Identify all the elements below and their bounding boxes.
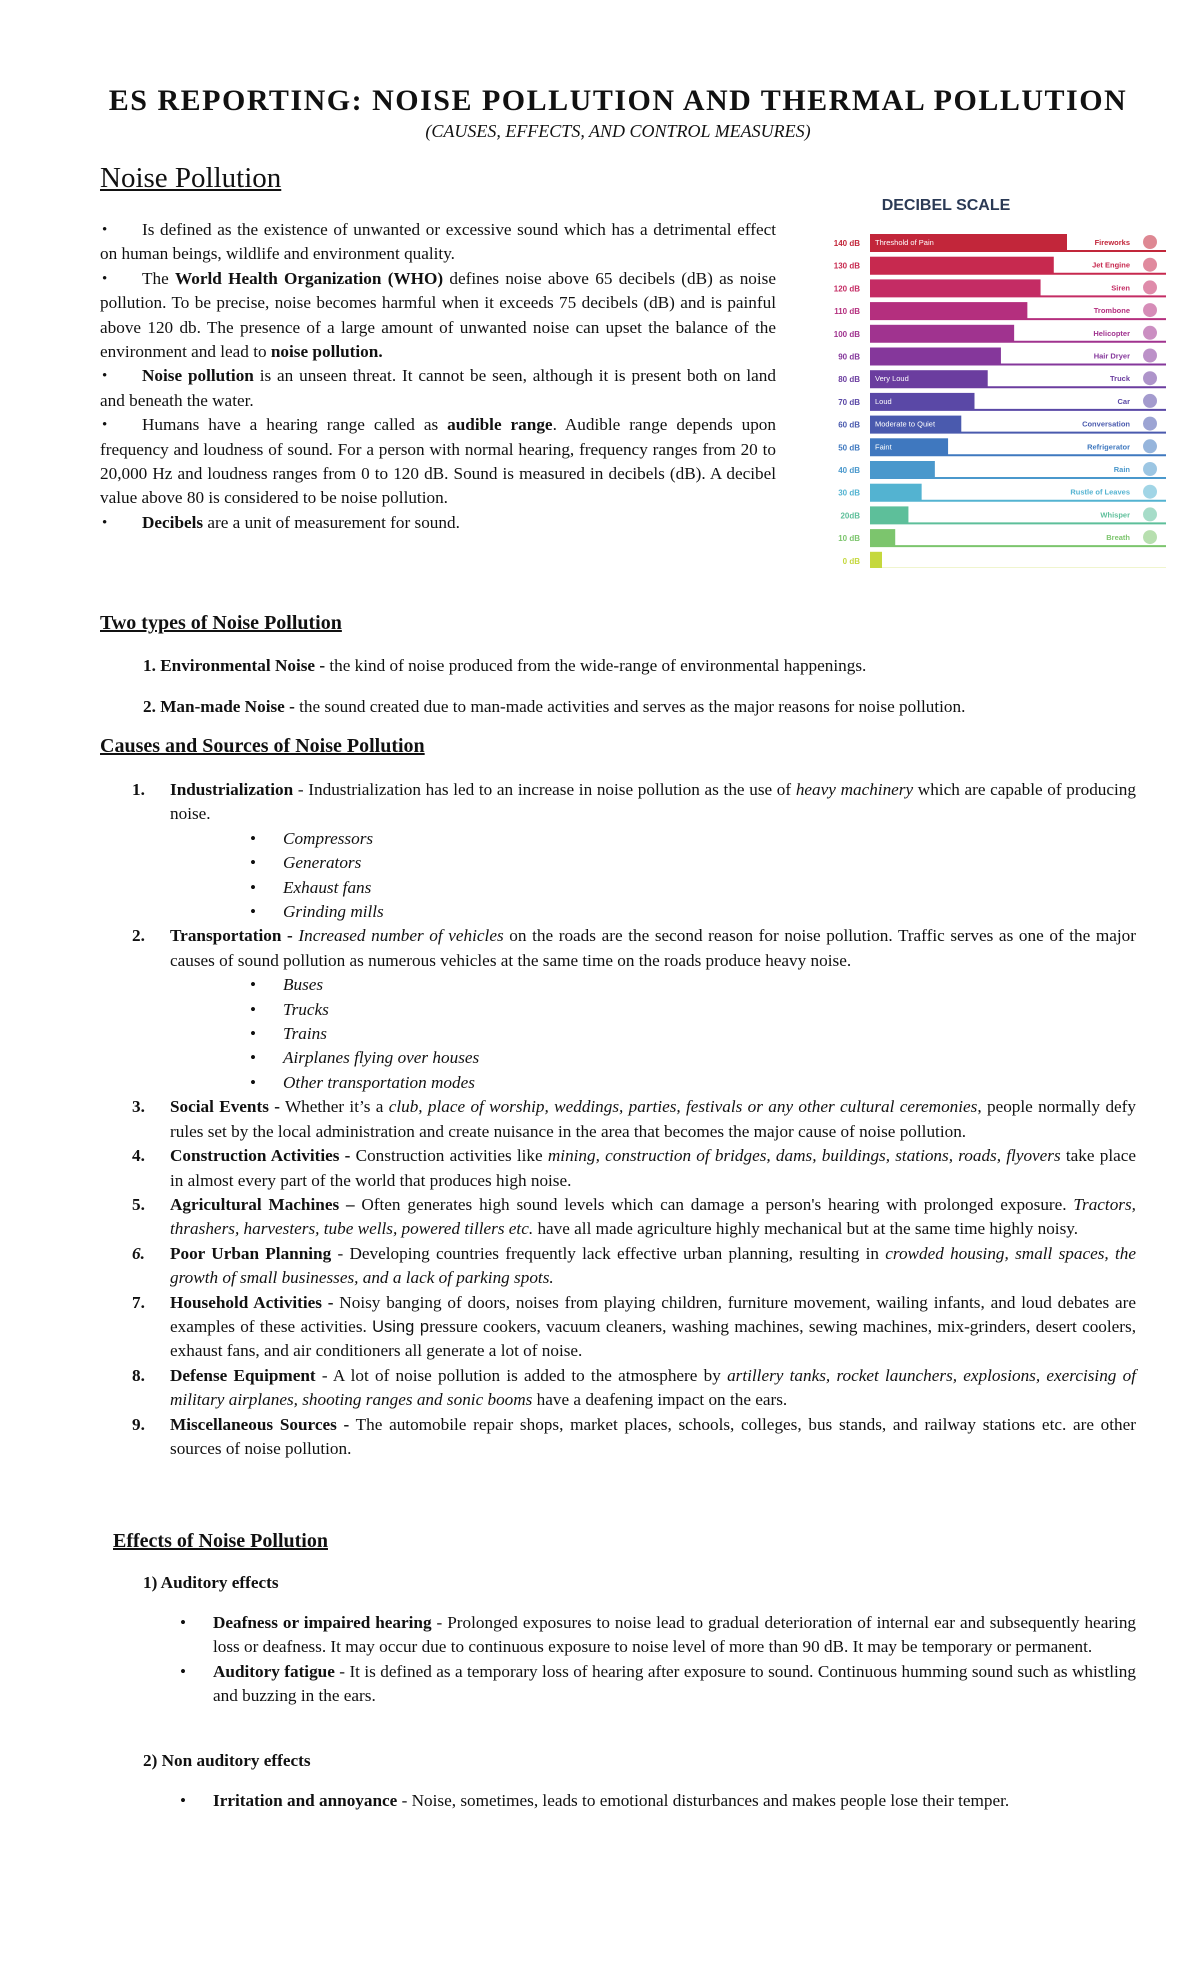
- intro-bullet-list: [100, 218, 776, 535]
- example-item: • Exhaust fans: [100, 876, 1136, 900]
- source-icon: [1143, 530, 1157, 544]
- source-label: Truck: [1109, 374, 1130, 384]
- bar: [870, 461, 935, 478]
- tick-label: 120 dB: [833, 284, 860, 294]
- bar: [870, 325, 1014, 342]
- bar: [870, 552, 882, 568]
- source-icon: [1143, 371, 1157, 385]
- cause-item: 7. Household Activities - Noisy banging of doors, noises from playing children, furniture movement, wailing infants, and loud debates are examples of these activities. Using pressure cookers, vacuum cleaners, washing machines, sewing machines, mix-grinders, desert coolers, exhaust fans, and air conditioners all generate a lot of noise.: [132, 1292, 1136, 1361]
- bar: [870, 257, 1054, 274]
- intro-b1: Is defined as the existence of unwanted or excessive sound which has a detrimental effect on human beings, wildlife and environment quality.: [100, 220, 776, 264]
- cause-item: 1. Industrialization - Industrialization has led to an increase in noise pollution as the use of heavy machinery which are capable of producing noise. • Compressors • Generators • Exhaust fans • Grinding mills: [100, 778, 1136, 924]
- list-item: • Auditory fatigue - It is defined as a temporary loss of hearing after exposure to sound. Continuous humming sound such as whistling and buzzing in the ears.: [180, 1661, 1136, 1706]
- types-heading: Two types of Noise Pollution: [100, 612, 342, 634]
- tick-label: 140 dB: [833, 239, 860, 248]
- source-icon: [1143, 394, 1157, 408]
- example-item: • Airplanes flying over houses: [100, 1046, 1136, 1070]
- chart-title: DECIBEL SCALE: [881, 197, 1011, 214]
- source-icon: [1143, 349, 1157, 363]
- source-label: Rustle of Leaves: [1070, 487, 1130, 497]
- tick-label: 70 dB: [838, 397, 860, 407]
- source-icon: [1143, 417, 1157, 431]
- source-icon: [1143, 235, 1157, 249]
- example-item: • Compressors: [100, 827, 1136, 851]
- list-item: • Irritation and annoyance - Noise, sometimes, leads to emotional disturbances and makes people lose their temper.: [180, 1791, 1010, 1810]
- cause-1-examples: [170, 827, 1136, 925]
- bar: [870, 302, 1027, 319]
- example-item: • Other transportation modes: [100, 1071, 1136, 1095]
- tick-label: 90 dB: [838, 352, 860, 362]
- source-label: Trombone: [1093, 306, 1130, 316]
- example-item: • Buses: [100, 973, 1136, 997]
- source-label: Refrigerator: [1087, 442, 1130, 452]
- source-label: Breath: [1106, 533, 1130, 543]
- bar: [870, 529, 895, 546]
- tick-label: 30 dB: [838, 488, 860, 498]
- source-icon: [1143, 439, 1157, 453]
- tick-label: 110 dB: [834, 307, 860, 317]
- source-icon: [1143, 303, 1157, 317]
- auditory-heading: 1) Auditory effects: [143, 1573, 279, 1592]
- source-label: Conversation: [1082, 419, 1130, 429]
- bar-label: Faint: [875, 442, 892, 452]
- source-label: Jet Engine: [1092, 260, 1130, 270]
- causes-list: [100, 778, 1136, 1461]
- bar: [870, 506, 908, 523]
- source-icon: [1143, 326, 1157, 340]
- bar: [870, 279, 1041, 296]
- tick-label: 0 dB: [842, 556, 860, 566]
- list-item: • Deafness or impaired hearing - Prolonged exposures to noise lead to gradual deterioration of internal ear and subsequently hearing loss or deafness. It may occur due to continuous exposure to noise level of more than 90 dB. It may be temporary or permanent.: [180, 1613, 1137, 1657]
- tick-label: 20dB: [840, 511, 860, 521]
- document-subtitle: (CAUSES, EFFECTS, AND CONTROL MEASURES): [425, 121, 811, 141]
- source-label: Helicopter: [1093, 328, 1130, 338]
- source-label: Whisper: [1100, 510, 1130, 520]
- tick-label: 60 dB: [838, 420, 860, 430]
- cause-item: 5. Agricultural Machines – Often generates high sound levels which can damage a person's hearing with prolonged exposure. Tractors, thrashers, harvesters, tube wells, powered tillers etc. have all made agriculture highly mechanical but at the same time highly noisy.: [132, 1194, 1136, 1239]
- source-icon: [1143, 462, 1157, 476]
- source-label: Hair Dryer: [1093, 351, 1130, 361]
- cause-2-examples: [170, 973, 1136, 1095]
- non-auditory-effects-list: [100, 1789, 1136, 1813]
- causes-heading: Causes and Sources of Noise Pollution: [100, 735, 425, 757]
- bar: [870, 484, 922, 501]
- noise-pollution-heading: Noise Pollution: [100, 162, 282, 194]
- tick-label: 50 dB: [838, 443, 860, 453]
- decibel-scale-chart: [816, 188, 1166, 568]
- source-label: Car: [1117, 396, 1130, 406]
- source-icon: [1143, 258, 1157, 272]
- list-item: • Noise pollution is an unseen threat. It cannot be seen, although it is present both on land and beneath the water.: [100, 366, 776, 410]
- auditory-effects-list: [100, 1611, 1136, 1709]
- source-label: Fireworks: [1094, 238, 1130, 247]
- bar-label: Very Loud: [875, 374, 909, 384]
- cause-item: 8. Defense Equipment - A lot of noise pollution is added to the atmosphere by artillery tanks, rocket launchers, explosions, exercising of military airplanes, shooting ranges and sonic booms have a deafening impact on the ears.: [132, 1365, 1136, 1410]
- source-icon: [1143, 280, 1157, 294]
- tick-label: 40 dB: [838, 466, 860, 475]
- example-item: • Trains: [100, 1022, 1136, 1046]
- cause-item: 6. Poor Urban Planning - Developing countries frequently lack effective urban planning, resulting in crowded housing, small spaces, the growth of small businesses, and a lack of parking spots.: [132, 1243, 1136, 1288]
- example-item: • Grinding mills: [100, 900, 1136, 924]
- example-item: • Generators: [100, 851, 1136, 875]
- type-2: 2. Man-made Noise - the sound created due to man-made activities and serves as the major reasons for noise pollution.: [143, 697, 966, 716]
- bar-label: Threshold of Pain: [875, 238, 934, 247]
- tick-label: 80 dB: [838, 375, 860, 385]
- cause-item: 3. Social Events - Whether it’s a club, place of worship, weddings, parties, festivals or any other cultural ceremonies, people normally defy rules set by the local administration and create nuisance in the area that becomes the major cause of noise pollution.: [132, 1097, 1137, 1141]
- bar-label: Loud: [875, 396, 892, 406]
- cause-item: 9. Miscellaneous Sources - The automobile repair shops, market places, schools, colleges, bus stands, and railway stations etc. are other sources of noise pollution.: [132, 1414, 1136, 1458]
- source-icon: [1143, 485, 1157, 499]
- non-auditory-heading: 2) Non auditory effects: [143, 1751, 311, 1770]
- source-label: Siren: [1111, 283, 1130, 293]
- list-item: • The World Health Organization (WHO) defines noise above 65 decibels (dB) as noise pollution. To be precise, noise becomes harmful when it exceeds 75 decibels (dB) and is painful above 120 db. The presence of a large amount of unwanted noise can upset the balance of the environment and lead to noise pollution.: [100, 268, 776, 362]
- tick-label: 10 dB: [838, 534, 860, 544]
- bar-label: Moderate to Quiet: [875, 419, 936, 429]
- cause-item: 4. Construction Activities - Construction activities like mining, construction of bridges, dams, buildings, stations, roads, flyovers take place in almost every part of the world that produces high noise.: [132, 1146, 1136, 1190]
- list-item: • Humans have a hearing range called as audible range. Audible range depends upon frequency and loudness of sound. For a person with normal hearing, frequency ranges from 20 to 20,000 Hz and loudness ranges from 0 to 120 dB. Sound is measured in decibels (dB). A decibel value above 80 is considered to be noise pollution.: [100, 415, 776, 508]
- list-item: • Decibels are a unit of measurement for sound.: [102, 512, 460, 532]
- list-item: • Is defined as the existence of unwanted or excessive sound which has a detrimental effect on human beings, wildlife and environment quality.: [100, 218, 776, 267]
- type-1: 1. Environmental Noise - the kind of noise produced from the wide-range of environmental happenings.: [143, 656, 867, 675]
- cause-item: 2. Transportation - Increased number of vehicles on the roads are the second reason for noise pollution. Traffic serves as one of the major causes of sound pollution as numerous vehicles at the same time on the roads produce heavy noise. • Buses • Trucks • Trains • Airplanes flying over houses • Other transportation modes: [100, 924, 1136, 1095]
- tick-label: 130 dB: [833, 261, 860, 271]
- document-title: ES REPORTING: NOISE POLLUTION AND THERMAL POLLUTION: [108, 84, 1128, 117]
- source-label: Rain: [1113, 465, 1130, 474]
- effects-heading: Effects of Noise Pollution: [113, 1530, 328, 1552]
- bar: [870, 348, 1001, 365]
- example-item: • Trucks: [100, 998, 1136, 1022]
- tick-label: 100 dB: [833, 329, 860, 339]
- source-icon: [1143, 507, 1157, 521]
